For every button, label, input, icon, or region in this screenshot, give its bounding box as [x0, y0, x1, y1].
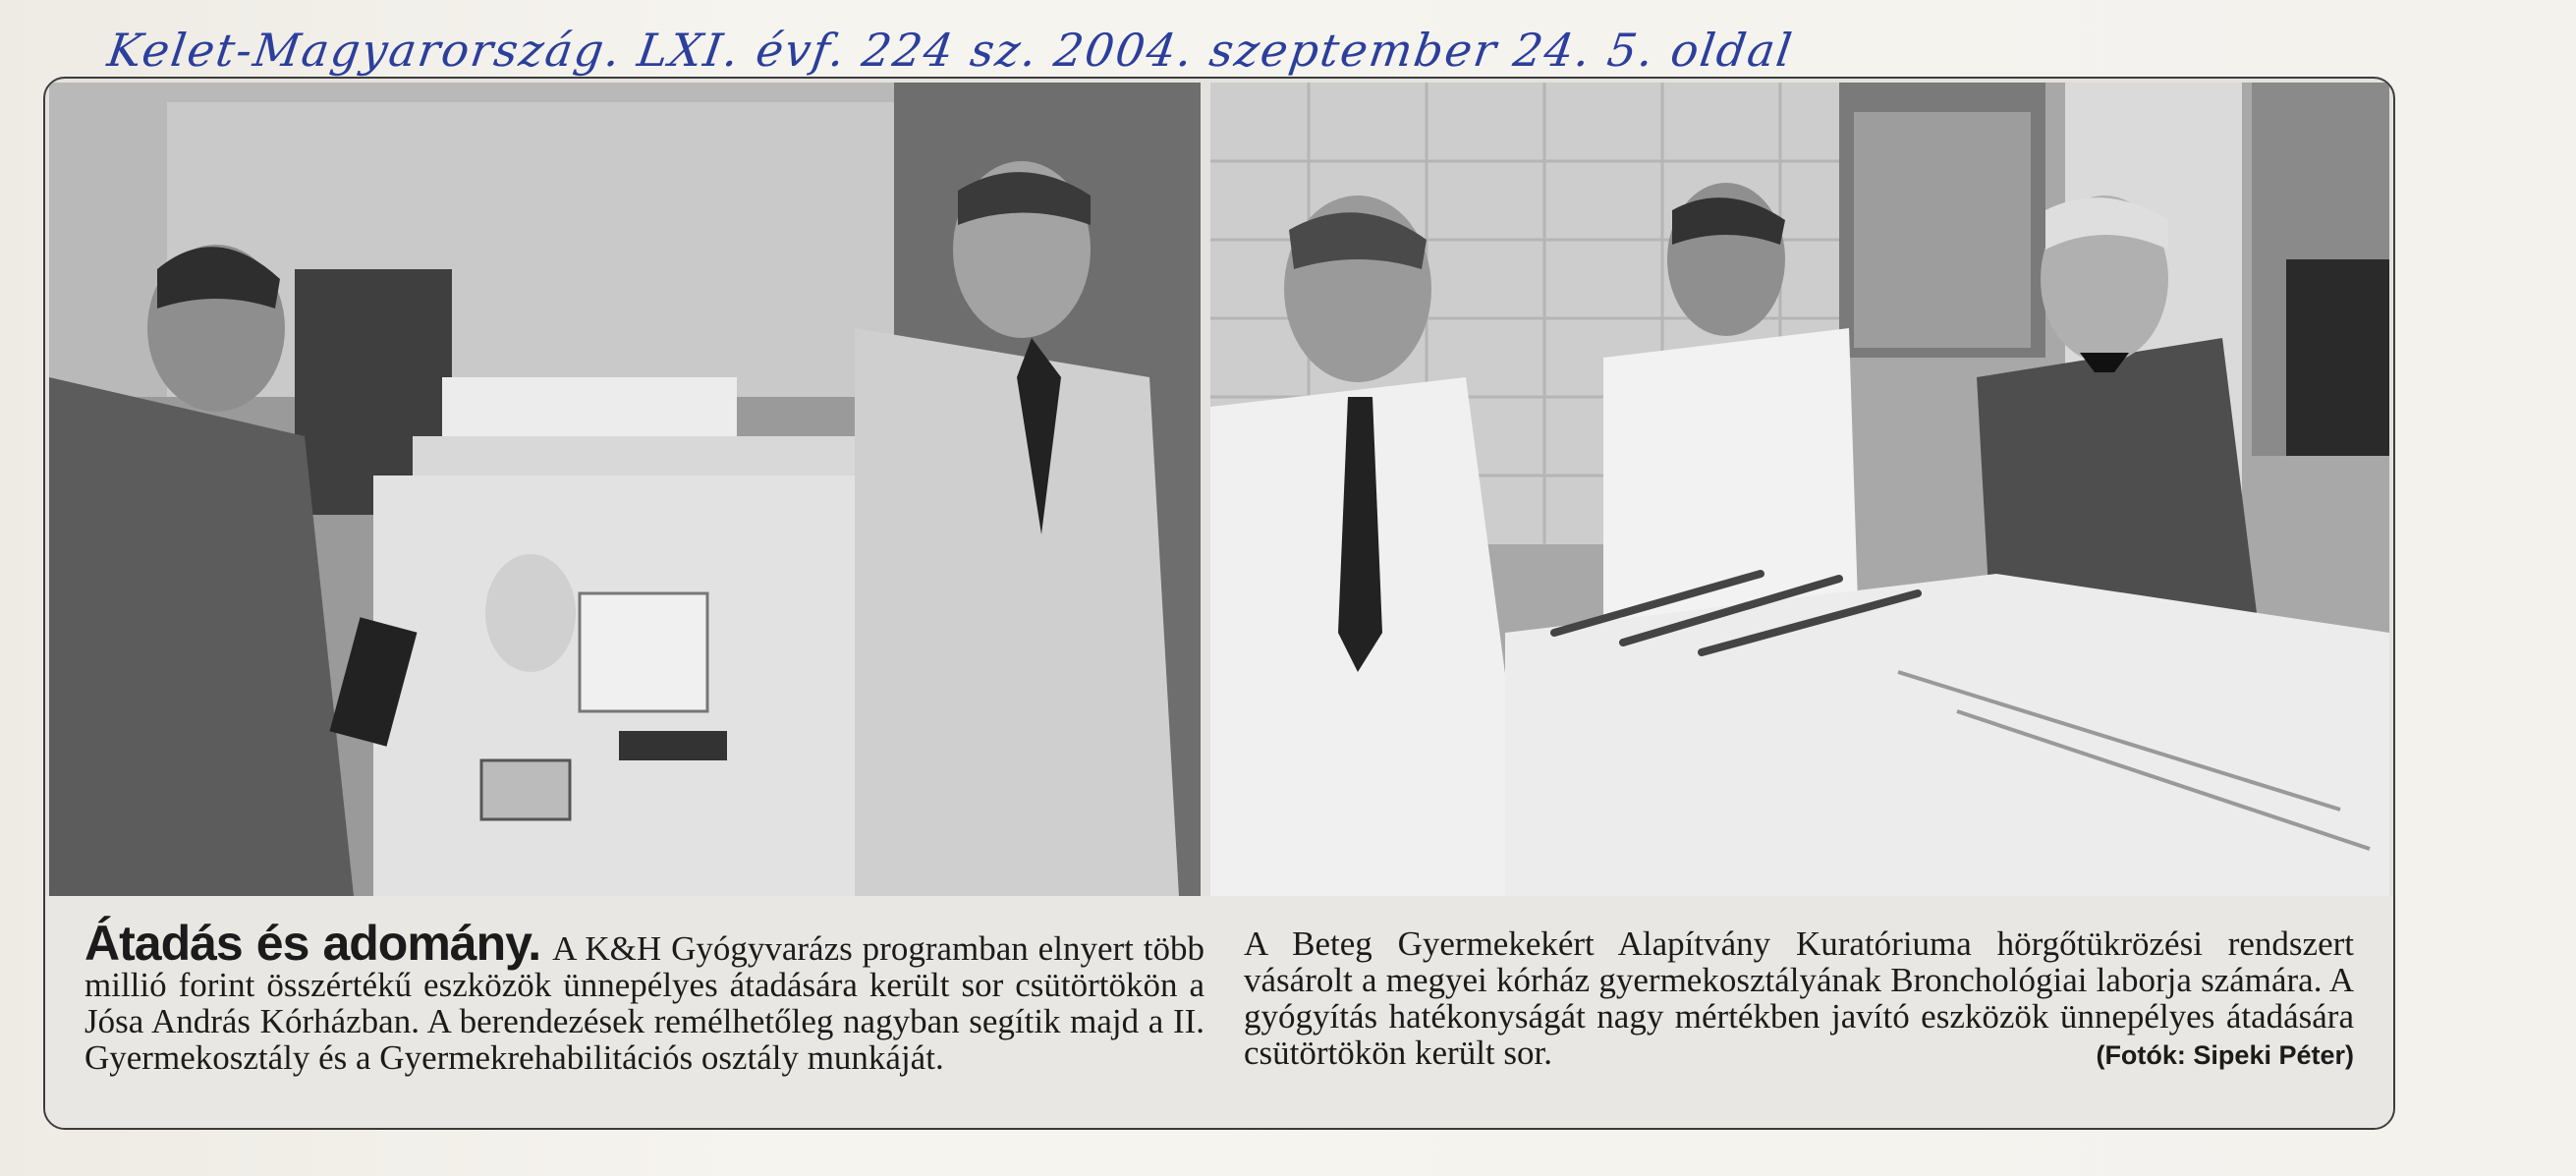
- photo-right: [1210, 83, 2389, 896]
- photo-credit: (Fotók: Sipeki Péter): [2096, 1040, 2354, 1070]
- caption-right-text: A Beteg Gyermekekért Alapítvány Kuratóriuma hörgőtükrözési rendszert vásárolt a megyei kórház gyermekosztályának Bronchológiai laborja számára. A gyógyítás hatékonyságát nagy mértékben javító eszközök ünnepélyes átadására csütörtökön került sor.: [1244, 924, 2354, 1072]
- photo-left: [49, 83, 1201, 896]
- caption-left: [84, 916, 1204, 1077]
- article-headline: Átadás és adomány.: [84, 916, 541, 971]
- caption-left-text: A K&H Gyógyvarázs programban elnyert több millió forint összértékű eszközök ünnepélyes átadására került sor csütörtökön a Jósa András Kórházban. A berendezések remélhetőleg nagyban segítik majd a II. Gyermekosztály és a Gyermekrehabilitációs osztály munkáját.: [84, 929, 1204, 1077]
- caption-area: [45, 896, 2393, 1128]
- caption-right: [1244, 925, 2354, 1074]
- handwritten-source-note: Kelet-Magyarország. LXI. évf. 224 sz. 2004. szeptember 24. 5. oldal: [104, 24, 1797, 77]
- newspaper-clipping: [43, 77, 2395, 1130]
